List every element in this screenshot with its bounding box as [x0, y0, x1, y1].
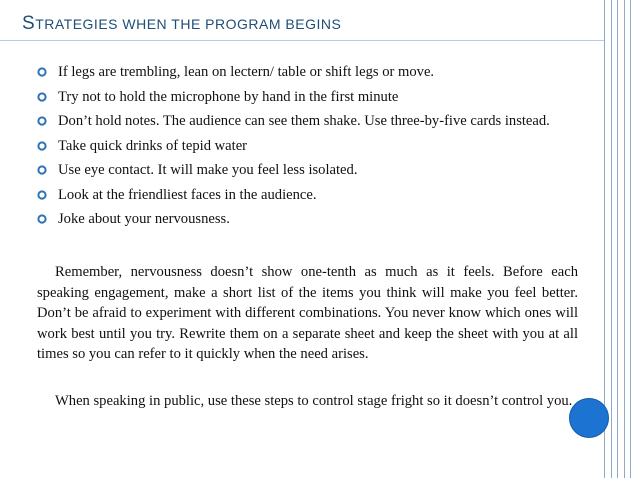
title-divider [0, 40, 604, 41]
ring-bullet-icon [37, 190, 47, 200]
body-paragraph: Remember, nervousness doesn’t show one-tenth as much as it feels. Before each speaking engagement, make a short list of the items you think will make you feel better. Don’t be afraid to experiment with different combinations. You never know which ones will work best until you try. Rewrite them on a separate sheet and keep the sheet with you at all times so you can refer to it quickly when the need arises. [37, 264, 578, 363]
bullet-text: Look at the friendliest faces in the audience. [58, 186, 317, 203]
border-line [611, 0, 612, 478]
bullet-item [37, 209, 582, 230]
border-line [624, 0, 625, 478]
border-line [630, 0, 631, 478]
bullet-text: Don’t hold notes. The audience can see them shake. Use three-by-five cards instead. [58, 113, 550, 129]
slide-title [22, 13, 341, 35]
ring-bullet-icon [37, 92, 47, 102]
ring-bullet-icon [37, 214, 47, 224]
bullet-text: Try not to hold the microphone by hand in the first minute [58, 88, 399, 105]
bullet-text: Joke about your nervousness. [58, 211, 230, 227]
bullet-item [37, 62, 582, 83]
bullet-list [37, 62, 582, 234]
ring-bullet-icon [37, 67, 47, 77]
ring-bullet-icon [37, 116, 47, 126]
border-line [617, 0, 618, 478]
bullet-item [37, 160, 582, 181]
bullet-item [37, 111, 582, 132]
ring-bullet-icon [37, 165, 47, 175]
title-rest: TRATEGIES WHEN THE PROGRAM BEGINS [35, 16, 342, 32]
ring-bullet-icon [37, 141, 47, 151]
bullet-text: Use eye contact. It will make you feel less isolated. [58, 162, 358, 178]
closing-paragraph: When speaking in public, use these steps to control stage fright so it doesn’t control you. [55, 393, 573, 409]
bullet-text: If legs are trembling, lean on lectern/ table or shift legs or move. [58, 64, 435, 80]
bullet-text: Take quick drinks of tepid water [58, 137, 248, 154]
title-first-letter: S [22, 13, 36, 34]
bullet-item [37, 185, 582, 206]
bullet-item [37, 87, 582, 108]
bullet-item [37, 136, 582, 157]
